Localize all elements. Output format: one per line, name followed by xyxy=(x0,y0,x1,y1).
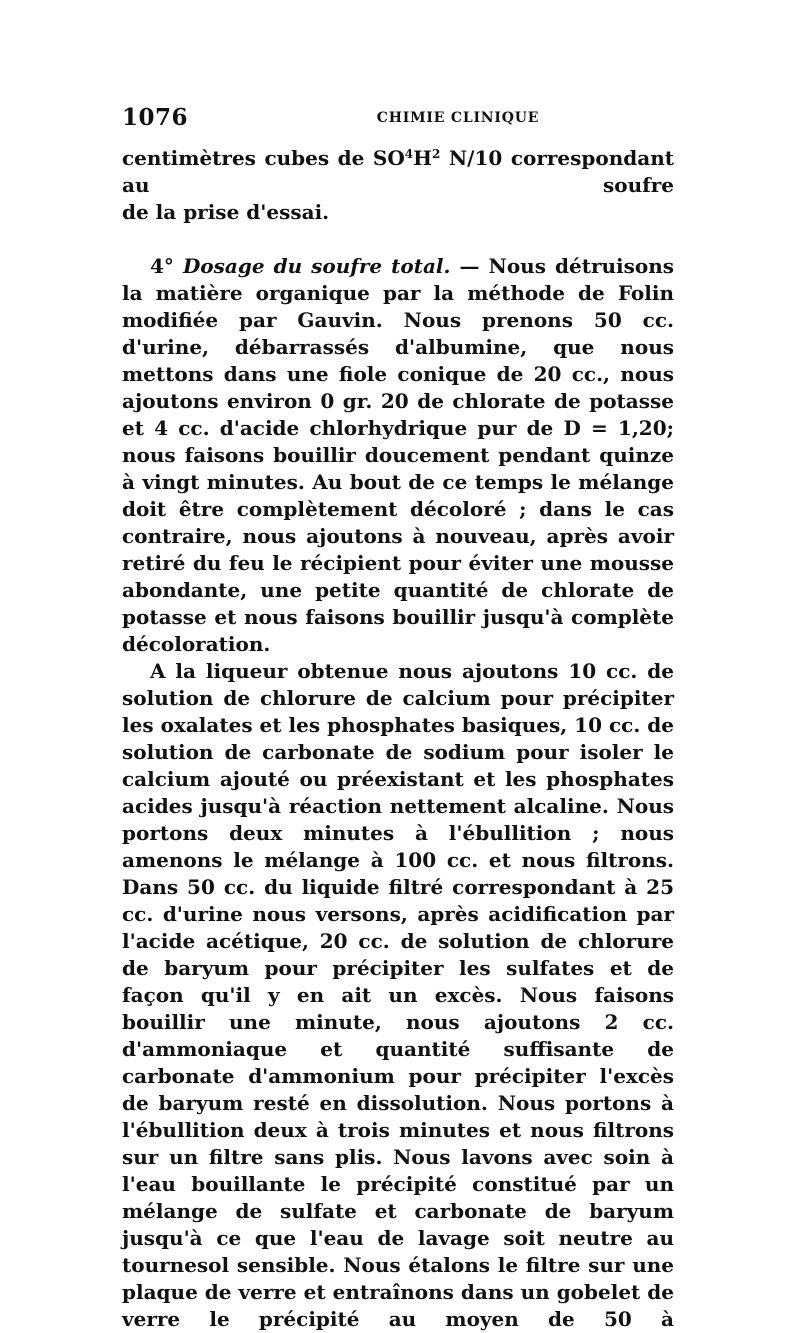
running-title: CHIMIE CLINIQUE xyxy=(376,110,540,126)
section-number: 4° xyxy=(150,254,174,278)
body-text xyxy=(122,145,674,1333)
paragraph-2: A la liqueur obtenue nous ajoutons 10 cc. de solution de chlorure de calcium pour précipiter les oxalates et les phosphates basiques, 10 cc. de solution de carbonate de sodium pour isoler le calcium ajouté ou préexistant et les phosphates acides jusqu'à réaction nettement alcaline. Nous portons deux minutes à l'ébullition ; nous amenons le mélange à 100 cc. et nous filtrons. Dans 50 cc. du liquide filtré correspondant à 25 cc. d'urine nous versons, après acidification par l'acide acétique, 20 cc. de solution de chlorure de baryum pour précipiter les sulfates et de façon qu'il y en ait un excès. Nous faisons bouillir une minute, nous ajoutons 2 cc. d'ammoniaque et quantité suffisante de carbonate d'ammonium pour précipiter l'excès de baryum resté en dissolution. Nous portons à l'ébullition deux à trois minutes et nous filtrons sur un filtre sans plis. Nous lavons avec soin à l'eau bouillante le précipité constitué par un mélange de sulfate et carbonate de baryum jusqu'à ce que l'eau de lavage soit neutre au tournesol sensible. Nous étalons le filtre sur une plaque de verre et entraînons dans un gobelet de verre le précipité au moyen de 50 à xyxy=(122,659,674,1331)
page-number: 1076 xyxy=(122,104,189,131)
section-text: — Nous détruisons la matière organique par la méthode de Folin modifiée par Gauvin. Nous prenons 50 cc. d'urine, débarrassés d'albumine, que nous mettons dans une fiole conique de 20 cc., nous ajoutons environ 0 gr. 20 de chlorate de potasse et 4 cc. d'acide chlorhydrique pur de D = 1,20; nous faisons bouillir doucement pendant quinze à vingt minutes. Au bout de ce temps le mélange doit être complètement décoloré ; dans le cas contraire, nous ajoutons à nouveau, après avoir retiré du feu le récipient pour éviter une mousse abondante, une petite quantité de chlorate de potasse et nous faisons bouillir jusqu'à complète décoloration. xyxy=(122,254,675,656)
section-title: Dosage du soufre total. xyxy=(182,254,451,278)
page-header xyxy=(122,104,674,134)
section-paragraph xyxy=(122,253,674,658)
intro-line-1: centimètres cubes de $SO^4H^2$ N/10 correspondant au soufre xyxy=(122,146,674,197)
intro-line-2: de la prise d'essai. xyxy=(122,200,330,224)
